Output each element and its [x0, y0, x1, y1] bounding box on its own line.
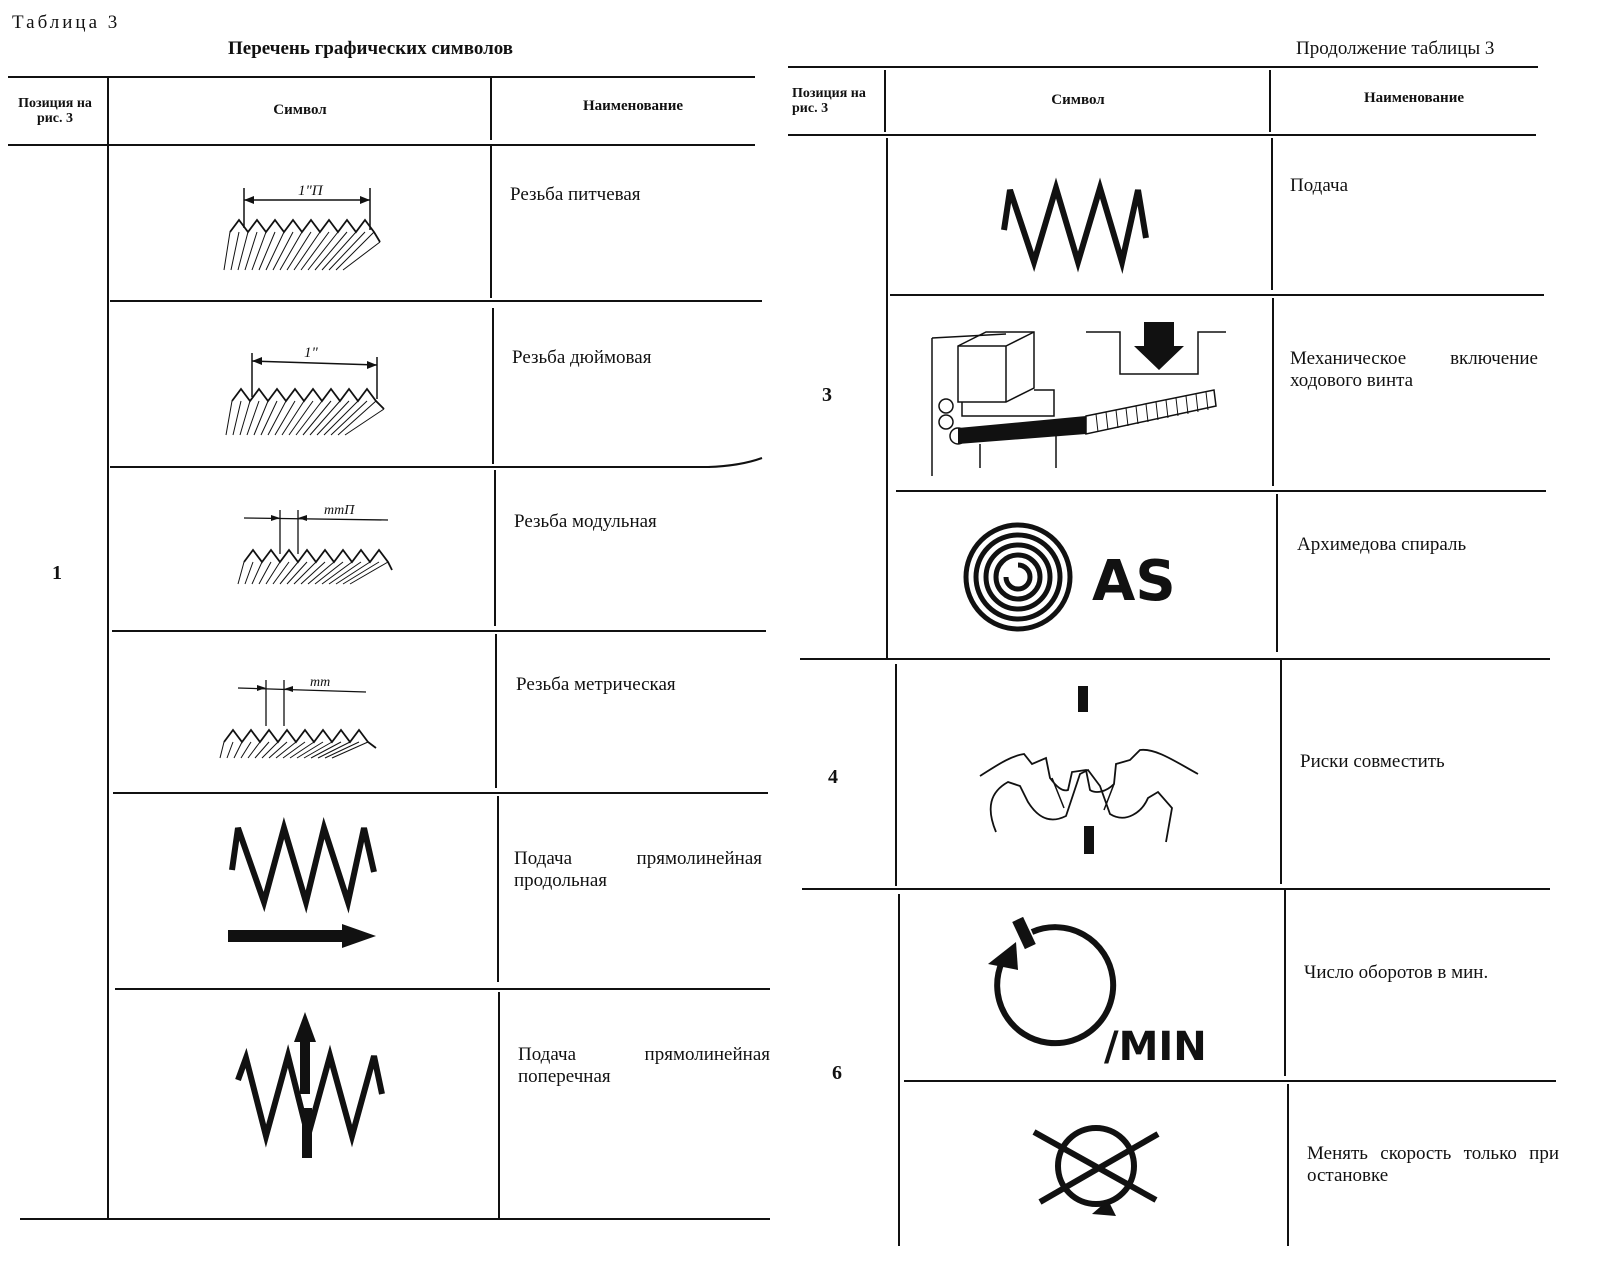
row-divider: [112, 630, 766, 632]
header-symbol: Символ: [273, 102, 327, 118]
header-symbol: Символ: [1051, 92, 1105, 108]
symbol-name: Число оборотов в мин.: [1304, 962, 1489, 983]
dimension-label: mm: [310, 675, 331, 690]
column-divider: [1269, 70, 1271, 132]
symbol-name: Подача прямолинейная поперечная: [518, 1044, 770, 1087]
row-divider: [896, 490, 1546, 492]
column-divider: [884, 70, 886, 132]
column-divider: [1271, 138, 1273, 290]
symbol-name: Резьба дюймовая: [512, 347, 652, 368]
position-number: 6: [832, 1062, 842, 1084]
lead-screw-engage-icon: [926, 318, 1226, 483]
inch-thread-icon: [222, 335, 392, 440]
metric-thread-icon: [218, 672, 388, 768]
dimension-label: 1": [304, 345, 318, 361]
row-divider: [802, 888, 1550, 890]
header-name: Наименование: [583, 98, 683, 114]
symbol-name: Риски совместить: [1300, 751, 1445, 772]
align-marks-icon: [976, 682, 1206, 862]
change-speed-when-stopped-icon: [1026, 1120, 1166, 1220]
header-position: Позиция на рис. 3: [18, 96, 92, 126]
table-bottom-rule: [20, 1218, 770, 1220]
symbol-name: Подача: [1290, 175, 1349, 196]
symbol-name: Менять скорость только при остановке: [1307, 1143, 1559, 1186]
row-divider: [890, 294, 1544, 296]
header-position: Позиция на рис. 3: [792, 86, 866, 116]
column-divider: [1280, 660, 1282, 884]
symbol-name: Подача прямолинейная продольная: [514, 848, 762, 891]
symbol-name: Резьба питчевая: [510, 184, 641, 205]
module-thread-icon: [232, 498, 402, 598]
column-divider: [898, 894, 900, 1246]
column-divider: [1287, 1084, 1289, 1246]
column-divider: [895, 664, 897, 886]
spiral-symbol-text: AS: [1092, 549, 1176, 614]
position-number: 4: [828, 766, 838, 788]
cross-feed-icon: [232, 1010, 392, 1165]
position-number: 1: [52, 562, 62, 584]
table-top-rule: [788, 66, 1538, 68]
longitudinal-feed-icon: [224, 820, 384, 955]
table-title: Перечень графических символов: [228, 38, 514, 59]
column-divider: [1284, 890, 1286, 1076]
feed-icon: [998, 180, 1158, 270]
dimension-label: mmП: [324, 503, 355, 518]
symbol-name: Архимедова спираль: [1297, 534, 1467, 555]
header-bottom-rule: [788, 134, 1536, 136]
continuation-caption: Продолжение таблицы 3: [1296, 38, 1495, 59]
archimedean-spiral-icon: [962, 520, 1176, 635]
row-divider: [800, 658, 1550, 660]
table-caption: Таблица 3: [12, 12, 121, 33]
pitch-thread-icon: [220, 170, 390, 275]
row-divider: [904, 1080, 1556, 1082]
dimension-label: 1"П: [298, 183, 323, 199]
symbol-name: Резьба метрическая: [516, 674, 676, 695]
rpm-icon: [980, 910, 1207, 1070]
position-number: 3: [822, 384, 832, 406]
column-divider: [886, 138, 888, 658]
symbol-name: Резьба модульная: [514, 511, 657, 532]
row-divider: [113, 792, 768, 794]
rpm-symbol-text: /MIN: [1104, 1024, 1207, 1070]
column-divider: [1272, 298, 1274, 486]
symbol-name: Механическое включение ходового винта: [1290, 348, 1538, 391]
column-divider: [1276, 494, 1278, 652]
row-divider: [115, 988, 770, 990]
header-name: Наименование: [1364, 90, 1464, 106]
